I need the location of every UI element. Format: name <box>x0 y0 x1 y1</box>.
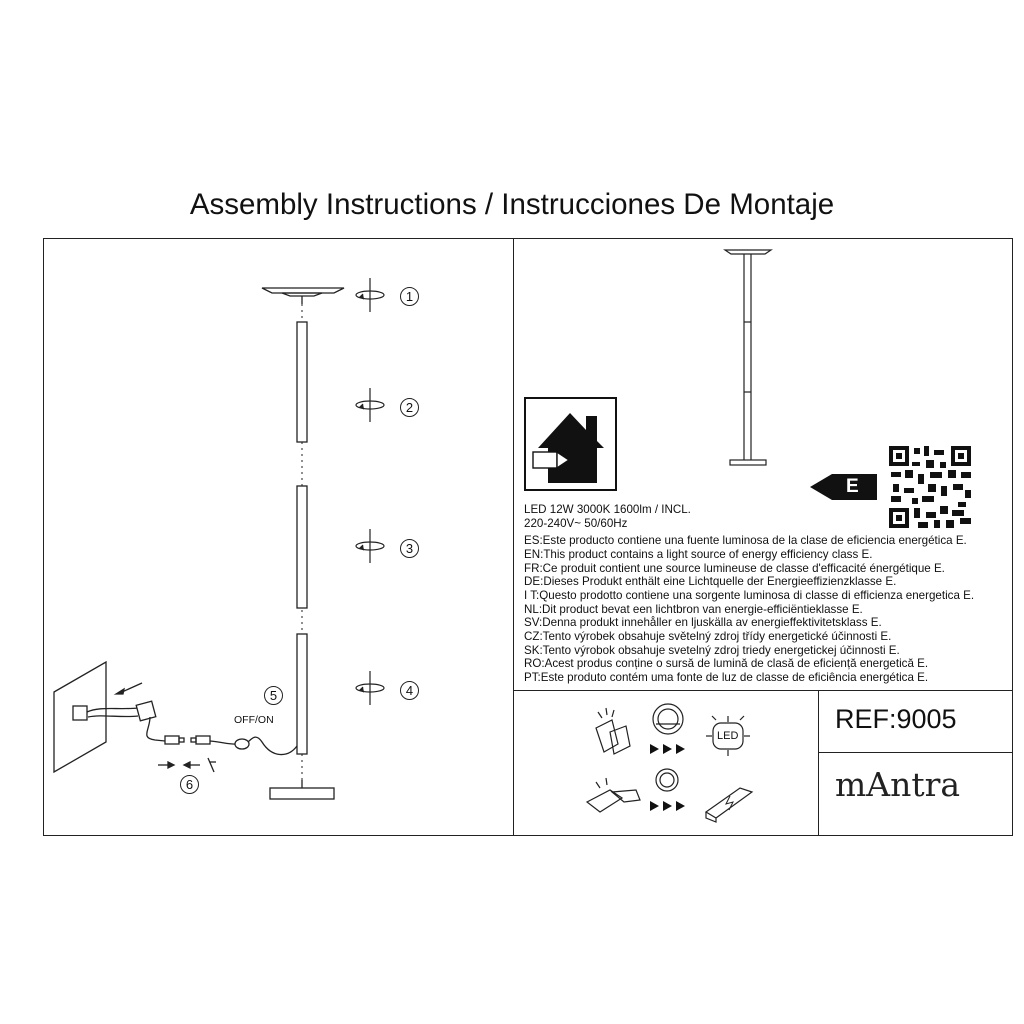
energy-class-arrow <box>810 474 877 500</box>
compliance-cz: CZ:Tento výrobek obsahuje světelný zdroj třídy energetické účinnosti E. <box>524 630 892 643</box>
compliance-sk: SK:Tento výrobok obsahuje svetelný zdroj triedy energetickej účinnosti E. <box>524 644 900 657</box>
reference-number: REF:9005 <box>835 704 957 734</box>
compliance-de: DE:Dieses Produkt enthält eine Lichtquelle der Energieeffizienzklasse E. <box>524 575 897 588</box>
compliance-en: EN:This product contains a light source of energy efficiency class E. <box>524 548 873 561</box>
step-5-label: 5 <box>264 686 283 705</box>
spec-power: LED 12W 3000K 1600lm / INCL. <box>524 503 691 516</box>
led-icon-label: LED <box>717 730 739 742</box>
compliance-fr: FR:Ce produit contient une source lumineuse de classe d'efficacité énergétique E. <box>524 562 945 575</box>
switch-label: OFF/ON <box>234 714 274 726</box>
spec-voltage: 220-240V~ 50/60Hz <box>524 517 628 530</box>
step-2-label: 2 <box>400 398 419 417</box>
compliance-es: ES:Este producto contiene una fuente luminosa de la clase de eficiencia energética E. <box>524 534 967 547</box>
energy-class-letter: E <box>846 476 859 497</box>
page-title: Assembly Instructions / Instrucciones De Montaje <box>189 188 835 221</box>
step-3-label: 3 <box>400 539 419 558</box>
step-4-label: 4 <box>400 681 419 700</box>
compliance-it: I T:Questo prodotto contiene una sorgente luminosa di classe di efficienza energetica E. <box>524 589 975 602</box>
compliance-ro: RO:Acest produs conține o sursă de lumină de clasă de eficiență energetică E. <box>524 657 929 670</box>
brand-logo: mAntra <box>835 765 961 804</box>
step-1-label: 1 <box>400 287 419 306</box>
compliance-sv: SV:Denna produkt innehåller en ljuskälla av energieffektivitetsklass E. <box>524 616 882 629</box>
step-6-label: 6 <box>180 775 199 794</box>
compliance-nl: NL:Dit product bevat een lichtbron van energie-efficiëntieklasse E. <box>524 603 863 616</box>
compliance-pt: PT:Este produto contém uma fonte de luz de classe de eficiência energética E. <box>524 671 929 684</box>
